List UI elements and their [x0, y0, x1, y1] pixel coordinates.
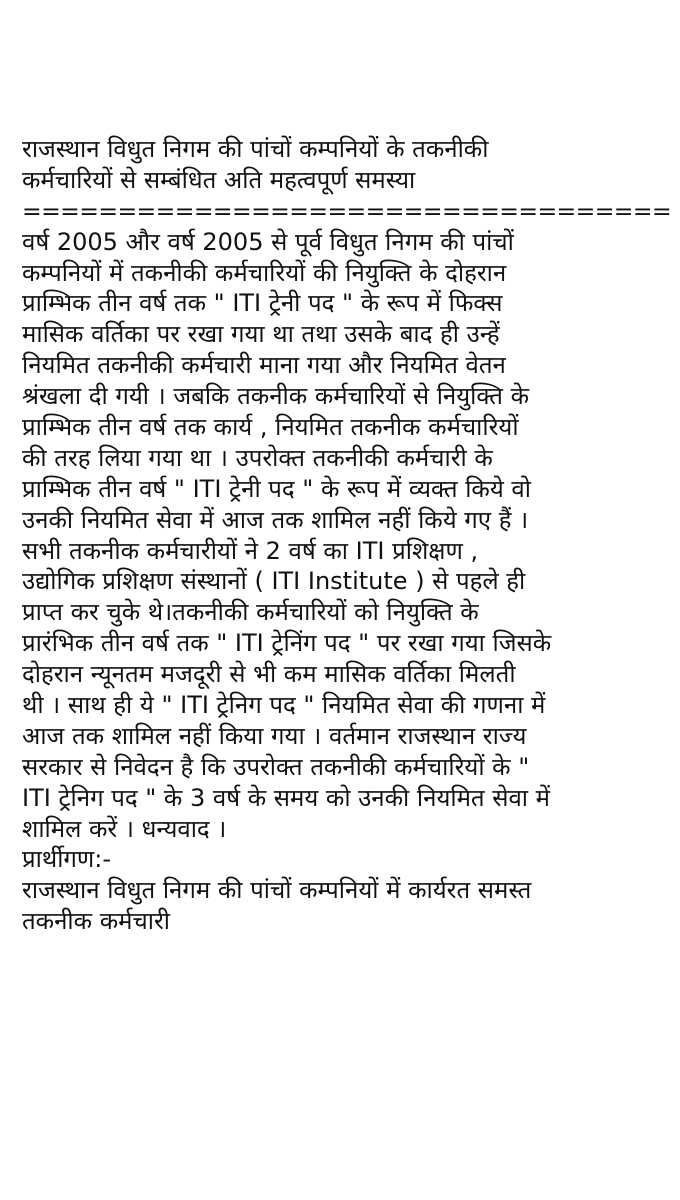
body-line: दोहरान न्यूनतम मजदूरी से भी कम मासिक वर्तिका मिलती	[22, 660, 516, 689]
body-line: प्राम्भिक तीन वर्ष तक " ITI ट्रेनी पद " के रूप में फिक्स	[22, 289, 503, 318]
signatory-line: राजस्थान विधुत निगम की पांचों कम्पनियों में कार्यरत समस्त	[22, 876, 532, 905]
body-line: मासिक वर्तिका पर रखा गया था तथा उसके बाद ही उन्हें	[22, 320, 500, 349]
body-line: सभी तकनीक कर्मचारीयों ने 2 वर्ष का ITI प्रशिक्षण ,	[22, 536, 479, 565]
body-line: उनकी नियमित सेवा में आज तक शामिल नहीं किये गए हैं ।	[22, 505, 529, 534]
signature-label: प्रार्थीगण:-	[22, 845, 112, 874]
body-line: प्राप्त कर चुके थे।तकनीकी कर्मचारियों को नियुक्ति के	[22, 598, 479, 627]
heading-line: राजस्थान विधुत निगम की पांचों कम्पनियों के तकनीकी	[22, 135, 489, 163]
divider-line: ==================================	[22, 196, 672, 225]
body-line: वर्ष 2005 और वर्ष 2005 से पूर्व विधुत निगम की पांचों	[22, 227, 514, 256]
body-line: प्राम्भिक तीन वर्ष तक कार्य , नियमित तकनीक कर्मचारियों	[22, 413, 519, 442]
body-line: शामिल करें । धन्यवाद ।	[22, 814, 227, 843]
heading-line: कर्मचारियों से सम्बंधित अति महत्वपूर्ण समस्या	[22, 165, 416, 194]
body-line: थी । साथ ही ये " ITI ट्रेनिग पद " नियमित सेवा की गणना में	[22, 691, 546, 720]
signatory-line: तकनीक कर्मचारी	[22, 907, 170, 936]
letter-text-block	[22, 134, 672, 937]
body-line: सरकार से निवेदन है कि उपरोक्त तकनीकी कर्मचारियों के "	[22, 752, 530, 781]
body-line: कम्पनियों में तकनीकी कर्मचारियों की नियुक्ति के दोहरान	[22, 258, 507, 287]
body-line: श्रंखला दी गयी । जबकि तकनीक कर्मचारियों से नियुक्ति के	[22, 382, 529, 411]
body-line: नियमित तकनीकी कर्मचारी माना गया और नियमित वेतन	[22, 351, 506, 380]
body-line: उद्योगिक प्रशिक्षण संस्थानों ( ITI Institute ) से पहले ही	[22, 567, 526, 596]
body-line: आज तक शामिल नहीं किया गया । वर्तमान राजस्थान राज्य	[22, 721, 527, 750]
body-line: प्रारंभिक तीन वर्ष तक " ITI ट्रेनिंग पद " पर रखा गया जिसके	[22, 629, 552, 658]
body-line: ITI ट्रेनिग पद " के 3 वर्ष के समय को उनकी नियमित सेवा में	[22, 783, 551, 812]
body-line: की तरह लिया गया था । उपरोक्त तकनीकी कर्मचारी के	[22, 443, 493, 472]
body-line: प्राम्भिक तीन वर्ष " ITI ट्रेनी पद " के रूप में व्यक्त किये वो	[22, 474, 531, 503]
